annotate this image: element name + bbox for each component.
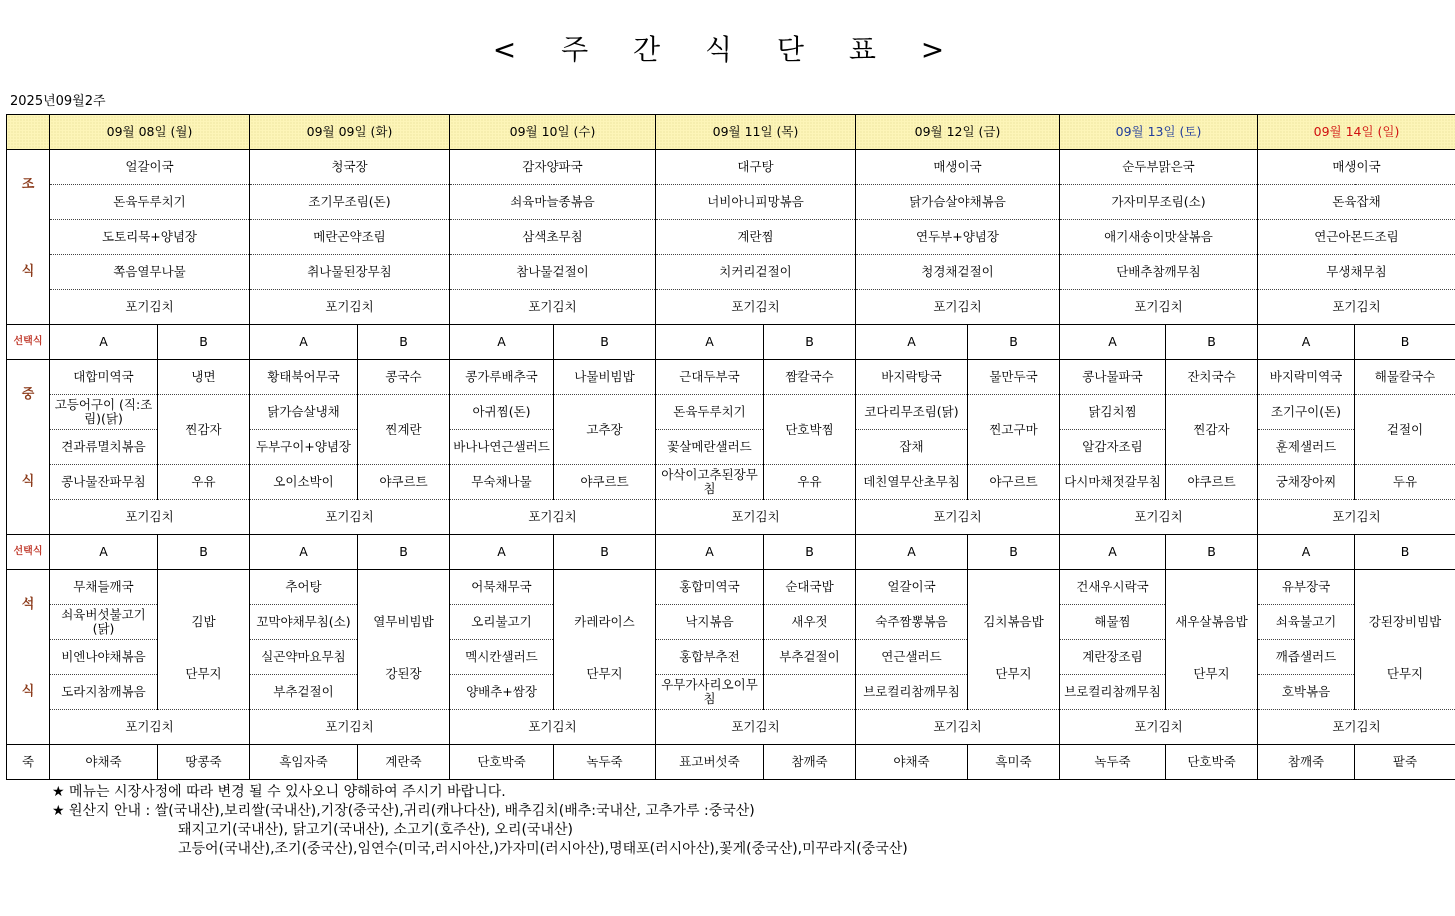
breakfast-item: 매생이국 xyxy=(856,150,1060,185)
option-b-header: B xyxy=(968,325,1060,360)
lunch-a-item: 콩가루배추국 xyxy=(450,360,554,395)
breakfast-item: 쇠육마늘종볶음 xyxy=(450,185,656,220)
dinner-b-item: 새우젓 xyxy=(764,605,856,640)
breakfast-item: 청국장 xyxy=(250,150,450,185)
option-a-header: A xyxy=(1060,535,1166,570)
lunch-b-item: 콩국수 xyxy=(358,360,450,395)
breakfast-item: 메란곤약조림 xyxy=(250,220,450,255)
lunch-a-item: 고등어구이 (직:조림)(닭) xyxy=(50,395,158,430)
porridge-b: 흑미죽 xyxy=(968,745,1060,780)
breakfast-item: 매생이국 xyxy=(1258,150,1455,185)
breakfast-item: 연근아몬드조림 xyxy=(1258,220,1455,255)
note-origin: ★ 원산지 안내 : 쌀(국내산),보리쌀(국내산),기장(중국산),귀리(캐나다산), 배추김치(배추:국내산, 고추가루 :중국산) xyxy=(52,803,755,819)
lunch-kimchi: 포기김치 xyxy=(450,500,656,535)
lunch-b-item: 야구르트 xyxy=(968,465,1060,500)
lunch-b-item: 야쿠르트 xyxy=(1166,465,1258,500)
breakfast-item: 도토리묵+양념장 xyxy=(50,220,250,255)
breakfast-item: 가자미무조림(소) xyxy=(1060,185,1258,220)
porridge-b: 땅콩죽 xyxy=(158,745,250,780)
day-header: 09월 08일 (월) xyxy=(50,115,250,150)
notes xyxy=(52,783,908,859)
breakfast-item: 조기무조림(돈) xyxy=(250,185,450,220)
option-a-header: A xyxy=(50,325,158,360)
option-a-header: A xyxy=(656,325,764,360)
breakfast-item: 포기김치 xyxy=(656,290,856,325)
option-a-header: A xyxy=(250,325,358,360)
option-a-header: A xyxy=(1258,535,1355,570)
breakfast-item: 애기새송이맛살볶음 xyxy=(1060,220,1258,255)
option-a-header: A xyxy=(450,325,554,360)
dinner-kimchi: 포기김치 xyxy=(50,710,250,745)
breakfast-label-1: 조 xyxy=(7,150,50,220)
option-a-header: A xyxy=(250,535,358,570)
dinner-a-item: 연근샐러드 xyxy=(856,640,968,675)
breakfast-item: 포기김치 xyxy=(250,290,450,325)
note-origin-fish: 고등어(국내산),조기(중국산),임연수(미국,러시아산,)가자미(러시아산),명태포(러시아산),꽃게(중국산),미꾸라지(중국산) xyxy=(178,841,908,857)
lunch-a-item: 대합미역국 xyxy=(50,360,158,395)
lunch-b-item: 물만두국 xyxy=(968,360,1060,395)
dinner-b-item xyxy=(764,675,856,710)
dinner-a-item: 쇠육불고기 xyxy=(1258,605,1355,640)
option-b-header: B xyxy=(158,325,250,360)
breakfast-label-2: 식 xyxy=(7,220,50,325)
lunch-b-item: 우유 xyxy=(764,465,856,500)
breakfast-item: 닭가슴살야채볶음 xyxy=(856,185,1060,220)
dinner-b-item: 김치볶음밥 xyxy=(968,605,1060,640)
lunch-a-item: 아삭이고추된장무침 xyxy=(656,465,764,500)
dinner-a-item: 유부장국 xyxy=(1258,570,1355,605)
lunch-kimchi: 포기김치 xyxy=(250,500,450,535)
lunch-a-item: 궁채장아찌 xyxy=(1258,465,1355,500)
option-b-header: B xyxy=(764,325,856,360)
breakfast-item: 포기김치 xyxy=(450,290,656,325)
porridge-b: 팥죽 xyxy=(1355,745,1455,780)
lunch-b-item: 찐감자 xyxy=(1166,395,1258,465)
breakfast-item: 포기김치 xyxy=(856,290,1060,325)
lunch-a-item: 황태북어무국 xyxy=(250,360,358,395)
lunch-a-item: 닭가슴살냉채 xyxy=(250,395,358,430)
dinner-b-item: 강된장비빔밥 xyxy=(1355,605,1455,640)
porridge-a: 야채죽 xyxy=(856,745,968,780)
porridge-a: 참깨죽 xyxy=(1258,745,1355,780)
dinner-a-item: 비엔나야채볶음 xyxy=(50,640,158,675)
dinner-kimchi: 포기김치 xyxy=(1258,710,1455,745)
dinner-a-item: 숙주짬뽕볶음 xyxy=(856,605,968,640)
page-title: < 주 간 식 단 표 > xyxy=(492,33,963,66)
lunch-a-item: 닭김치찜 xyxy=(1060,395,1166,430)
breakfast-item: 연두부+양념장 xyxy=(856,220,1060,255)
breakfast-item: 쪽음열무나물 xyxy=(50,255,250,290)
dinner-kimchi: 포기김치 xyxy=(656,710,856,745)
dinner-b-item xyxy=(358,570,450,605)
day-header: 09월 09일 (화) xyxy=(250,115,450,150)
breakfast-item: 순두부맑은국 xyxy=(1060,150,1258,185)
day-header: 09월 14일 (일) xyxy=(1258,115,1455,150)
lunch-label-2: 식 xyxy=(7,430,50,535)
option-b-header: B xyxy=(554,535,656,570)
breakfast-item: 포기김치 xyxy=(50,290,250,325)
porridge-b: 계란죽 xyxy=(358,745,450,780)
breakfast-item: 삼색초무침 xyxy=(450,220,656,255)
dinner-label-1: 석 xyxy=(7,570,50,640)
breakfast-item: 단배추참깨무침 xyxy=(1060,255,1258,290)
dinner-b-item: 열무비빔밥 xyxy=(358,605,450,640)
lunch-a-item: 돈육두루치기 xyxy=(656,395,764,430)
breakfast-item: 돈육잡채 xyxy=(1258,185,1455,220)
lunch-a-item: 근대두부국 xyxy=(656,360,764,395)
dinner-a-item: 어묵채무국 xyxy=(450,570,554,605)
dinner-kimchi: 포기김치 xyxy=(250,710,450,745)
breakfast-item: 참나물겉절이 xyxy=(450,255,656,290)
select-label: 선택식 xyxy=(7,535,50,570)
weekly-menu-table xyxy=(6,114,1455,780)
dinner-a-item: 실곤약마요무침 xyxy=(250,640,358,675)
option-b-header: B xyxy=(158,535,250,570)
day-header: 09월 12일 (금) xyxy=(856,115,1060,150)
porridge-a: 야채죽 xyxy=(50,745,158,780)
lunch-a-item: 다시마채젓갈무침 xyxy=(1060,465,1166,500)
dinner-b-item: 새우살볶음밥 xyxy=(1166,605,1258,640)
option-b-header: B xyxy=(1355,325,1455,360)
dinner-b-item: 단무지 xyxy=(554,640,656,710)
dinner-b-item: 단무지 xyxy=(158,640,250,710)
lunch-b-item: 고추장 xyxy=(554,395,656,465)
option-a-header: A xyxy=(856,325,968,360)
lunch-b-item: 두유 xyxy=(1355,465,1455,500)
lunch-b-item: 찐고구마 xyxy=(968,395,1060,465)
dinner-b-item xyxy=(554,570,656,605)
dinner-a-item: 깨즙샐러드 xyxy=(1258,640,1355,675)
dinner-a-item: 계란장조림 xyxy=(1060,640,1166,675)
day-header: 09월 13일 (토) xyxy=(1060,115,1258,150)
lunch-kimchi: 포기김치 xyxy=(1258,500,1455,535)
option-b-header: B xyxy=(968,535,1060,570)
dinner-a-item: 브로컬리참깨무침 xyxy=(1060,675,1166,710)
lunch-b-item: 나물비빔밥 xyxy=(554,360,656,395)
dinner-a-item: 낙지볶음 xyxy=(656,605,764,640)
breakfast-item: 치커리겉절이 xyxy=(656,255,856,290)
lunch-kimchi: 포기김치 xyxy=(856,500,1060,535)
lunch-a-item: 무숙채나물 xyxy=(450,465,554,500)
lunch-b-item: 냉면 xyxy=(158,360,250,395)
breakfast-item: 청경채겉절이 xyxy=(856,255,1060,290)
breakfast-item: 얼갈이국 xyxy=(50,150,250,185)
porridge-label: 죽 xyxy=(7,745,50,780)
option-a-header: A xyxy=(1258,325,1355,360)
dinner-b-item xyxy=(968,570,1060,605)
dinner-b-item: 순대국밥 xyxy=(764,570,856,605)
lunch-b-item: 겉절이 xyxy=(1355,395,1455,465)
lunch-a-item: 콩나물파국 xyxy=(1060,360,1166,395)
dinner-kimchi: 포기김치 xyxy=(450,710,656,745)
day-header: 09월 10일 (수) xyxy=(450,115,656,150)
lunch-a-item: 코다리무조림(닭) xyxy=(856,395,968,430)
option-b-header: B xyxy=(1166,535,1258,570)
lunch-b-item: 야쿠르트 xyxy=(554,465,656,500)
option-b-header: B xyxy=(554,325,656,360)
option-a-header: A xyxy=(450,535,554,570)
option-a-header: A xyxy=(856,535,968,570)
lunch-b-item: 해물칼국수 xyxy=(1355,360,1455,395)
option-b-header: B xyxy=(1355,535,1455,570)
porridge-a: 녹두죽 xyxy=(1060,745,1166,780)
dinner-b-item xyxy=(1355,570,1455,605)
option-a-header: A xyxy=(50,535,158,570)
dinner-a-item: 쇠육버섯불고기(닭) xyxy=(50,605,158,640)
breakfast-item: 돈육두루치기 xyxy=(50,185,250,220)
dinner-a-item: 건새우시락국 xyxy=(1060,570,1166,605)
dinner-a-item: 꼬막야채무침(소) xyxy=(250,605,358,640)
option-b-header: B xyxy=(1166,325,1258,360)
option-a-header: A xyxy=(1060,325,1166,360)
dinner-a-item: 부추겉절이 xyxy=(250,675,358,710)
dinner-a-item: 해물찜 xyxy=(1060,605,1166,640)
breakfast-item: 너비아니피망볶음 xyxy=(656,185,856,220)
lunch-a-item: 오이소박이 xyxy=(250,465,358,500)
dinner-a-item: 멕시칸샐러드 xyxy=(450,640,554,675)
dinner-a-item: 오리불고기 xyxy=(450,605,554,640)
lunch-b-item: 우유 xyxy=(158,465,250,500)
lunch-a-item: 바지락탕국 xyxy=(856,360,968,395)
dinner-a-item: 양배추+쌈장 xyxy=(450,675,554,710)
dinner-b-item: 카레라이스 xyxy=(554,605,656,640)
dinner-a-item: 우무가사리오이무침 xyxy=(656,675,764,710)
dinner-a-item: 브로컬리참깨무침 xyxy=(856,675,968,710)
breakfast-item: 무생채무침 xyxy=(1258,255,1455,290)
lunch-a-item: 데친열무산초무침 xyxy=(856,465,968,500)
lunch-label-1: 중 xyxy=(7,360,50,430)
lunch-a-item: 두부구이+양념장 xyxy=(250,430,358,465)
lunch-kimchi: 포기김치 xyxy=(656,500,856,535)
porridge-a: 단호박죽 xyxy=(450,745,554,780)
week-label: 2025년09월2주 xyxy=(10,94,106,109)
lunch-a-item: 잡채 xyxy=(856,430,968,465)
lunch-a-item: 콩나물잔파무침 xyxy=(50,465,158,500)
breakfast-item: 대구탕 xyxy=(656,150,856,185)
option-a-header: A xyxy=(656,535,764,570)
porridge-b: 단호박죽 xyxy=(1166,745,1258,780)
dinner-b-item: 단무지 xyxy=(1166,640,1258,710)
dinner-a-item: 홍합부추전 xyxy=(656,640,764,675)
option-b-header: B xyxy=(358,325,450,360)
porridge-b: 녹두죽 xyxy=(554,745,656,780)
dinner-b-item: 단무지 xyxy=(968,640,1060,710)
lunch-b-item: 찐감자 xyxy=(158,395,250,465)
dinner-b-item xyxy=(158,570,250,605)
lunch-a-item: 견과류멸치볶음 xyxy=(50,430,158,465)
porridge-a: 흑임자죽 xyxy=(250,745,358,780)
dinner-b-item: 부추겉절이 xyxy=(764,640,856,675)
note-menu-change: ★ 메뉴는 시장사정에 따라 변경 될 수 있사오니 양해하여 주시기 바랍니다. xyxy=(52,784,506,800)
lunch-a-item: 알감자조림 xyxy=(1060,430,1166,465)
porridge-a: 표고버섯죽 xyxy=(656,745,764,780)
dinner-a-item: 얼갈이국 xyxy=(856,570,968,605)
dinner-a-item: 도라지참깨볶음 xyxy=(50,675,158,710)
dinner-b-item: 김밥 xyxy=(158,605,250,640)
lunch-b-item: 짬칼국수 xyxy=(764,360,856,395)
option-b-header: B xyxy=(358,535,450,570)
note-origin-meat: 돼지고기(국내산), 닭고기(국내산), 소고기(호주산), 오리(국내산) xyxy=(178,822,573,838)
lunch-kimchi: 포기김치 xyxy=(1060,500,1258,535)
dinner-a-item: 추어탕 xyxy=(250,570,358,605)
dinner-a-item: 무채들깨국 xyxy=(50,570,158,605)
breakfast-item: 계란찜 xyxy=(656,220,856,255)
porridge-b: 참깨죽 xyxy=(764,745,856,780)
corner-cell xyxy=(7,115,50,150)
dinner-kimchi: 포기김치 xyxy=(1060,710,1258,745)
breakfast-item: 포기김치 xyxy=(1060,290,1258,325)
dinner-b-item: 단무지 xyxy=(1355,640,1455,710)
lunch-kimchi: 포기김치 xyxy=(50,500,250,535)
dinner-kimchi: 포기김치 xyxy=(856,710,1060,745)
day-header: 09월 11일 (목) xyxy=(656,115,856,150)
breakfast-item: 포기김치 xyxy=(1258,290,1455,325)
lunch-b-item: 잔치국수 xyxy=(1166,360,1258,395)
breakfast-item: 취나물된장무침 xyxy=(250,255,450,290)
lunch-b-item: 찐계란 xyxy=(358,395,450,465)
lunch-a-item: 조기구이(돈) xyxy=(1258,395,1355,430)
lunch-a-item: 바나나연근샐러드 xyxy=(450,430,554,465)
dinner-a-item: 호박볶음 xyxy=(1258,675,1355,710)
lunch-a-item: 꽃살메란샐러드 xyxy=(656,430,764,465)
dinner-label-2: 식 xyxy=(7,640,50,745)
breakfast-item: 감자양파국 xyxy=(450,150,656,185)
option-b-header: B xyxy=(764,535,856,570)
dinner-b-item xyxy=(1166,570,1258,605)
dinner-a-item: 홍합미역국 xyxy=(656,570,764,605)
lunch-a-item: 훈제샐러드 xyxy=(1258,430,1355,465)
lunch-b-item: 단호박찜 xyxy=(764,395,856,465)
lunch-b-item: 야쿠르트 xyxy=(358,465,450,500)
lunch-a-item: 바지락미역국 xyxy=(1258,360,1355,395)
select-label: 선택식 xyxy=(7,325,50,360)
dinner-b-item: 강된장 xyxy=(358,640,450,710)
lunch-a-item: 아귀찜(돈) xyxy=(450,395,554,430)
